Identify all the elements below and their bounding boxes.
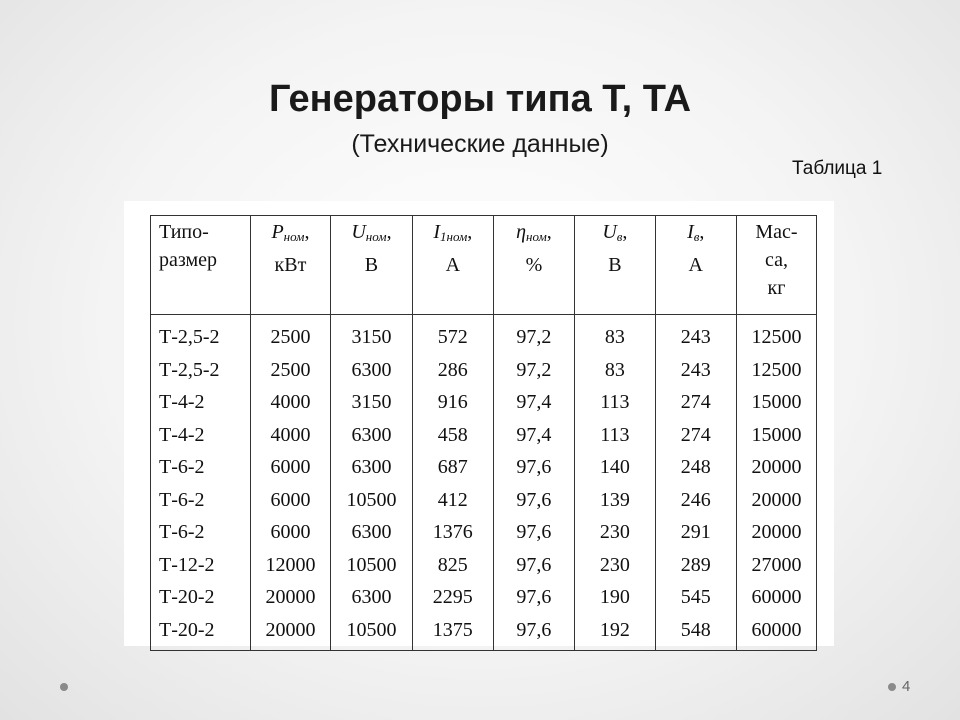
header-line: кг: [767, 277, 786, 299]
header-symbol-line: [656, 218, 736, 251]
cell-current: 1376: [412, 516, 493, 549]
cell-type-size: Т-2,5-2: [151, 354, 251, 387]
cell-efficiency: 97,4: [493, 386, 575, 419]
cell-power: 4000: [250, 386, 330, 419]
cell-type-size: Т-20-2: [151, 581, 251, 614]
page-number: 4: [902, 678, 911, 695]
header-subscript: в: [616, 229, 623, 244]
header-suffix: ,: [386, 221, 392, 243]
header-symbol-line: [494, 218, 575, 251]
cell-current: 412: [412, 484, 493, 517]
cell-power: 6000: [250, 484, 330, 517]
cell-mass: 15000: [736, 419, 816, 452]
cell-type-size: Т-6-2: [151, 484, 251, 517]
table-row: [151, 451, 817, 484]
cell-type-size: Т-2,5-2: [151, 315, 251, 354]
cell-voltage: 10500: [330, 484, 412, 517]
cell-current: 1375: [412, 614, 493, 651]
header-voltage: [330, 216, 412, 315]
cell-current: 825: [412, 549, 493, 582]
cell-voltage: 3150: [330, 386, 412, 419]
cell-type-size: Т-4-2: [151, 386, 251, 419]
table-row: [151, 516, 817, 549]
table-row: [151, 386, 817, 419]
cell-excitation-voltage: 139: [575, 484, 655, 517]
header-line: Мас-: [755, 221, 798, 243]
cell-excitation-voltage: 83: [575, 315, 655, 354]
cell-power: 6000: [250, 451, 330, 484]
header-suffix: ,: [304, 221, 310, 243]
cell-excitation-current: 274: [655, 419, 736, 452]
header-symbol: I: [687, 221, 694, 243]
cell-type-size: Т-6-2: [151, 516, 251, 549]
cell-excitation-current: 291: [655, 516, 736, 549]
cell-efficiency: 97,6: [493, 581, 575, 614]
table-caption: Таблица 1: [792, 158, 883, 179]
header-symbol-line: [331, 218, 412, 251]
cell-excitation-voltage: 113: [575, 386, 655, 419]
cell-current: 286: [412, 354, 493, 387]
header-subscript: ном: [283, 229, 305, 244]
cell-voltage: 6300: [330, 451, 412, 484]
header-type-size: [151, 216, 251, 315]
header-subscript: ном: [526, 229, 547, 244]
cell-excitation-current: 243: [655, 354, 736, 387]
cell-excitation-current: 243: [655, 315, 736, 354]
cell-voltage: 10500: [330, 614, 412, 651]
header-unit: кВт: [274, 254, 307, 276]
slide-title: Генераторы типа Т, ТА: [268, 78, 692, 120]
cell-efficiency: 97,6: [493, 484, 575, 517]
header-unit: В: [608, 254, 622, 276]
cell-efficiency: 97,6: [493, 549, 575, 582]
cell-excitation-voltage: 190: [575, 581, 655, 614]
table-row: [151, 614, 817, 651]
header-excitation-current: [655, 216, 736, 315]
header-unit: А: [688, 254, 703, 276]
header-symbol: U: [351, 221, 366, 243]
cell-voltage: 6300: [330, 419, 412, 452]
slide-subtitle: (Технические данные): [351, 130, 609, 158]
cell-excitation-current: 289: [655, 549, 736, 582]
right-slide-dot: [888, 683, 896, 691]
cell-type-size: Т-4-2: [151, 419, 251, 452]
table-row: [151, 419, 817, 452]
cell-excitation-voltage: 230: [575, 516, 655, 549]
cell-voltage: 6300: [330, 354, 412, 387]
cell-power: 2500: [250, 315, 330, 354]
cell-power: 20000: [250, 581, 330, 614]
header-unit: %: [525, 254, 543, 276]
cell-excitation-voltage: 230: [575, 549, 655, 582]
cell-excitation-voltage: 113: [575, 419, 655, 452]
header-unit: А: [445, 254, 461, 276]
header-current: [412, 216, 493, 315]
cell-mass: 60000: [736, 581, 816, 614]
header-symbol-line: [575, 218, 654, 251]
generator-table: [150, 215, 817, 651]
header-suffix: ,: [622, 221, 628, 243]
cell-voltage: 10500: [330, 549, 412, 582]
header-efficiency: [493, 216, 575, 315]
header-suffix: ,: [699, 221, 705, 243]
header-power: [250, 216, 330, 315]
cell-mass: 20000: [736, 516, 816, 549]
table-body: [151, 315, 817, 651]
cell-power: 6000: [250, 516, 330, 549]
cell-type-size: Т-12-2: [151, 549, 251, 582]
cell-mass: 27000: [736, 549, 816, 582]
header-unit: В: [364, 254, 379, 276]
header-symbol-line: [251, 218, 330, 251]
cell-type-size: Т-6-2: [151, 451, 251, 484]
cell-excitation-current: 248: [655, 451, 736, 484]
header-symbol: η: [516, 221, 526, 243]
left-slide-dot: [60, 683, 68, 691]
cell-efficiency: 97,6: [493, 614, 575, 651]
cell-efficiency: 97,4: [493, 419, 575, 452]
header-subscript: 1ном: [440, 229, 468, 244]
cell-excitation-voltage: 140: [575, 451, 655, 484]
cell-current: 572: [412, 315, 493, 354]
cell-current: 916: [412, 386, 493, 419]
table-row: [151, 581, 817, 614]
cell-mass: 60000: [736, 614, 816, 651]
table-panel: [124, 201, 834, 646]
cell-excitation-current: 274: [655, 386, 736, 419]
cell-voltage: 6300: [330, 581, 412, 614]
cell-current: 687: [412, 451, 493, 484]
cell-power: 4000: [250, 419, 330, 452]
cell-type-size: Т-20-2: [151, 614, 251, 651]
header-line: Типо-: [159, 221, 209, 243]
cell-mass: 15000: [736, 386, 816, 419]
header-subscript: ном: [365, 229, 387, 244]
cell-excitation-current: 545: [655, 581, 736, 614]
table-row: [151, 549, 817, 582]
cell-excitation-current: 246: [655, 484, 736, 517]
cell-efficiency: 97,6: [493, 516, 575, 549]
header-symbol: I: [433, 221, 440, 243]
cell-efficiency: 97,2: [493, 354, 575, 387]
cell-excitation-voltage: 83: [575, 354, 655, 387]
header-subscript: в: [693, 229, 700, 244]
cell-mass: 12500: [736, 315, 816, 354]
table-header-row: [151, 216, 817, 315]
header-symbol: P: [271, 221, 284, 243]
cell-voltage: 3150: [330, 315, 412, 354]
cell-power: 12000: [250, 549, 330, 582]
table-row: [151, 354, 817, 387]
cell-current: 458: [412, 419, 493, 452]
cell-efficiency: 97,2: [493, 315, 575, 354]
header-line: са,: [764, 249, 788, 271]
cell-excitation-voltage: 192: [575, 614, 655, 651]
cell-mass: 20000: [736, 484, 816, 517]
cell-efficiency: 97,6: [493, 451, 575, 484]
header-suffix: ,: [546, 221, 552, 243]
header-line: размер: [159, 249, 218, 271]
header-symbol: U: [602, 221, 617, 243]
cell-voltage: 6300: [330, 516, 412, 549]
header-mass: [736, 216, 816, 315]
cell-mass: 20000: [736, 451, 816, 484]
cell-current: 2295: [412, 581, 493, 614]
cell-power: 2500: [250, 354, 330, 387]
cell-excitation-current: 548: [655, 614, 736, 651]
table-row: [151, 484, 817, 517]
header-symbol-line: [413, 218, 493, 251]
cell-power: 20000: [250, 614, 330, 651]
header-excitation-voltage: [575, 216, 655, 315]
header-suffix: ,: [467, 221, 473, 243]
table-row: [151, 315, 817, 354]
cell-mass: 12500: [736, 354, 816, 387]
